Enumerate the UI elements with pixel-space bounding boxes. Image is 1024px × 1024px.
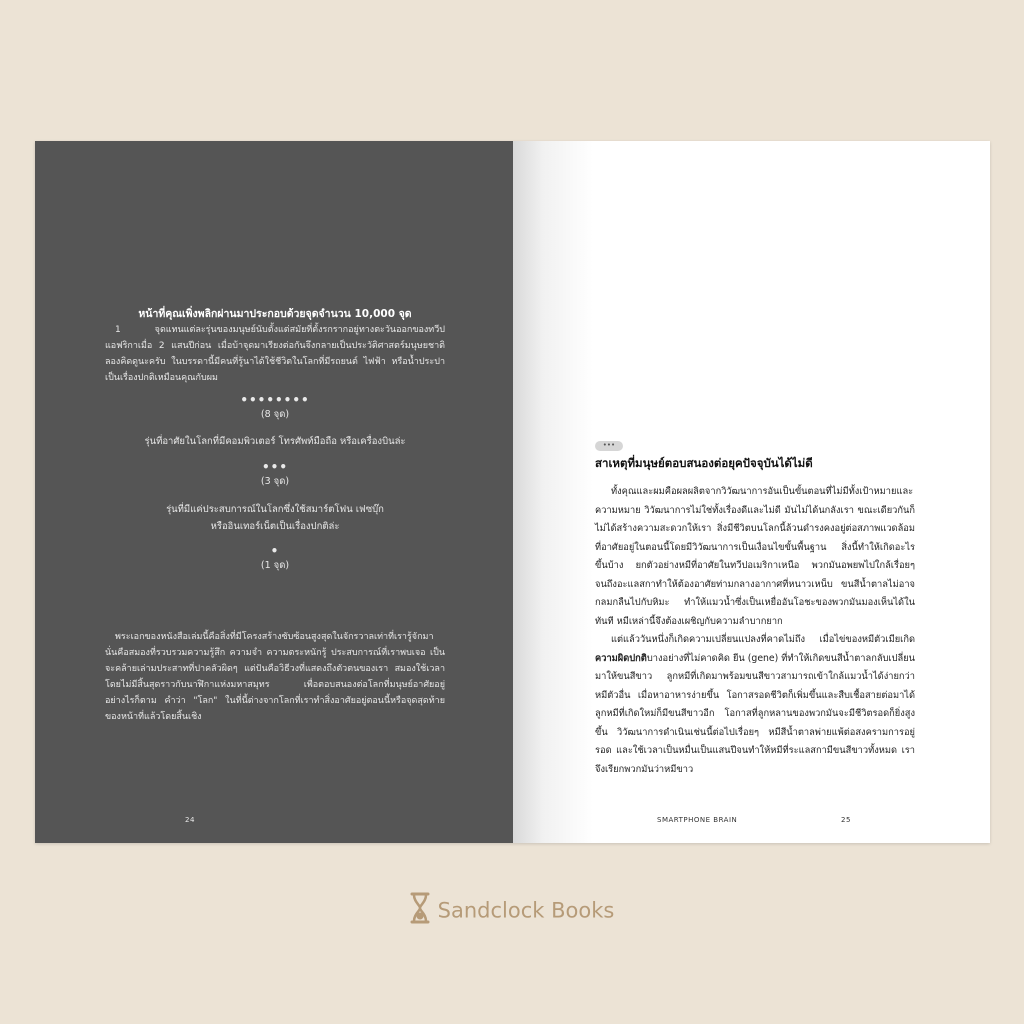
group-3-text-2: หรืออินเทอร์เน็ตเป็นเรื่องปกติล่ะ <box>210 521 340 532</box>
group-3-text-1: รุ่นที่มีแค่ประสบการณ์ในโลกซึ่งใช้สมาร์ตโฟน เฟซบุ๊ก <box>166 504 384 515</box>
dots-1: • <box>270 544 280 558</box>
publisher-brand <box>0 892 1024 929</box>
emphasis-term: ความผิดปกติ <box>595 652 647 664</box>
intro-block <box>105 306 445 386</box>
body-text <box>595 483 915 779</box>
closing-block <box>105 629 445 725</box>
left-page <box>35 141 513 843</box>
dot-group-1 <box>75 545 475 574</box>
dots-3: ••• <box>261 460 288 474</box>
dot-group-8 <box>75 394 475 450</box>
body-paragraph-1: ทั้งคุณและผมคือผลผลิตจากวิวัฒนาการอันเป็นขั้นตอนที่ไม่มีทั้งเป้าหมายและความหมาย วิวัฒนาการไม่ใช่ทั้งเรื่องดีและไม่ดี มันไม่ได้นกลังเรา ขณะเดียวกันก็ไม่ได้สร้างความสะดวกให้เรา สิ่งมีชีวิตบนโลกนี้ล้วนดำรงคงอยู่ต่อสภาพแวดล้อมที่อาศัยอยู่ในตอนนี้โดยมีวิวัฒนาการเป็นเงื่อนไขขั้นพื้นฐาน สิ่งนี้ทำให้เกิดอะไรขึ้นบ้าง ยกตัวอย่างหมีที่อาศัยในทวีปอเมริกาเหนือ พวกมันอพยพไปใกล้เรื่อยๆ จนถึงอะแลสกาทำให้ต้องอาศัยท่ามกลางอากาศที่หนาวเหน็บ ขนสีน้ำตาลไม่อาจกลมกลืนไปกับหิมะ ทำให้แมวน้ำซึ่งเป็นเหยื่ออันโอชะของพวกมันมองเห็นได้ในทันที หมีเหล่านี้จึงต้องเผชิญกับความลำบากยาก <box>595 486 915 627</box>
dot-group-3 <box>75 461 475 535</box>
para2-start: แต่แล้ววันหนึ่งก็เกิดความเปลี่ยนแปลงที่คาดไม่ถึง เมื่อไข่ของหมีตัวเมียเกิด <box>611 634 915 645</box>
count-3: (3 จุด) <box>260 476 290 487</box>
intro-paragraph: 1 จุดแทนแต่ละรุ่นของมนุษย์นับตั้งแต่สมัยที่ตั้งรกรากอยู่ทางตะวันออกของทวีปแอฟริกาเมื่อ 2 แสนปีก่อน เมื่อบ้าจุดมาเรียงต่อกันจึงกลายเป็นประวัติศาสตร์มนุษยชาติ ลองคิดดูนะครับ ในบรรดานี้มีคนที่รู้นาได้ใช้ชีวิตในโลกที่มีรถยนต์ ไฟฟ้า หรือน้ำประปาเป็นเรื่องปกติเหมือนคุณกับผม <box>105 325 445 383</box>
para2-end: บางอย่างที่ไม่คาดคิด ยีน (gene) ที่ทำให้เกิดขนสีน้ำตาลกลับเปลี่ยนมาให้ขนสีขาว ลูกหมีที่เกิดมาพร้อมขนสีขาวสามารถเข้าใกล้แมวน้ำได้ง่ายกว่าหมีตัวอื่น เมื่อหาอาหารง่ายขึ้น โอกาสรอดชีวิตก็เพิ่มขึ้นและสืบเชื้อสายต่อมาได้ ลูกหมีที่เกิดใหม่ก็มีขนสีขาวอีก โอกาสที่ลูกหลานของพวกมันจะมีชีวิตรอดก็ยิ่งสูงขึ้น วิวัฒนาการดำเนินเช่นนี้ต่อไปเรื่อยๆ หมีสีน้ำตาลพ่ายแพ้ต่อสงครามการอยู่รอด และใช้เวลาเป็นหมื่นเป็นแสนปีจนทำให้หมีที่ระแลสกามีขนสีขาวทั้งหมด เราจึงเรียกพวกมันว่าหมีขาว <box>595 652 915 775</box>
dots-8: •••••••• <box>240 393 310 407</box>
book-spread <box>35 141 990 843</box>
brand-name: Sandclock Books <box>437 898 615 923</box>
count-1: (1 จุด) <box>260 560 290 571</box>
right-page <box>513 141 990 843</box>
right-page-number: 25 <box>841 816 851 824</box>
group-8-text: รุ่นที่อาศัยในโลกที่มีคอมพิวเตอร์ โทรศัพท์มือถือ หรือเครื่องบินล่ะ <box>144 436 406 447</box>
hourglass-icon <box>410 892 430 929</box>
left-page-number: 24 <box>185 816 195 824</box>
section-tag: ••• <box>595 441 623 451</box>
count-8: (8 จุด) <box>260 409 290 420</box>
body-paragraph-2 <box>595 631 915 779</box>
running-head: SMARTPHONE BRAIN <box>657 816 738 824</box>
right-heading: สาเหตุที่มนุษย์ตอบสนองต่อยุคปัจจุบันได้ไม่ดี <box>595 456 813 470</box>
closing-paragraph: พระเอกของหนังสือเล่มนี้คือสิ่งที่มีโครงสร้างซับซ้อนสูงสุดในจักรวาลเท่าที่เรารู้จักมา นั่นคือสมองที่รวบรวมความรู้สึก ความจำ ความตระหนักรู้ ประสบการณ์ที่เราพบเจอ เป็นจะคล้ายเล่ามประสาทที่ปาคลัวผิดๆ แต่ปันคือวิธีวงที่แสดงถึงตัวตนของเรา สมองใช้เวลาโดยไม่มีสิ้นสุดราวกับนาฬิกาแห่งมหาสมุทร เพื่อตอบสนองต่อโลกที่มนุษย์อาศัยอยู่ อย่างไรก็ตาม คำว่า "โลก" ในที่นี้ต่างจากโลกที่เราทำสิ่งอาศัยอยู่ตอนนี้หรือจุดสุดท้ายของหน้าที่แล้วโดยสิ้นเชิง <box>105 632 445 722</box>
left-heading: หน้าที่คุณเพิ่งพลิกผ่านมาประกอบด้วยจุดจำนวน 10,000 จุด <box>138 308 412 320</box>
